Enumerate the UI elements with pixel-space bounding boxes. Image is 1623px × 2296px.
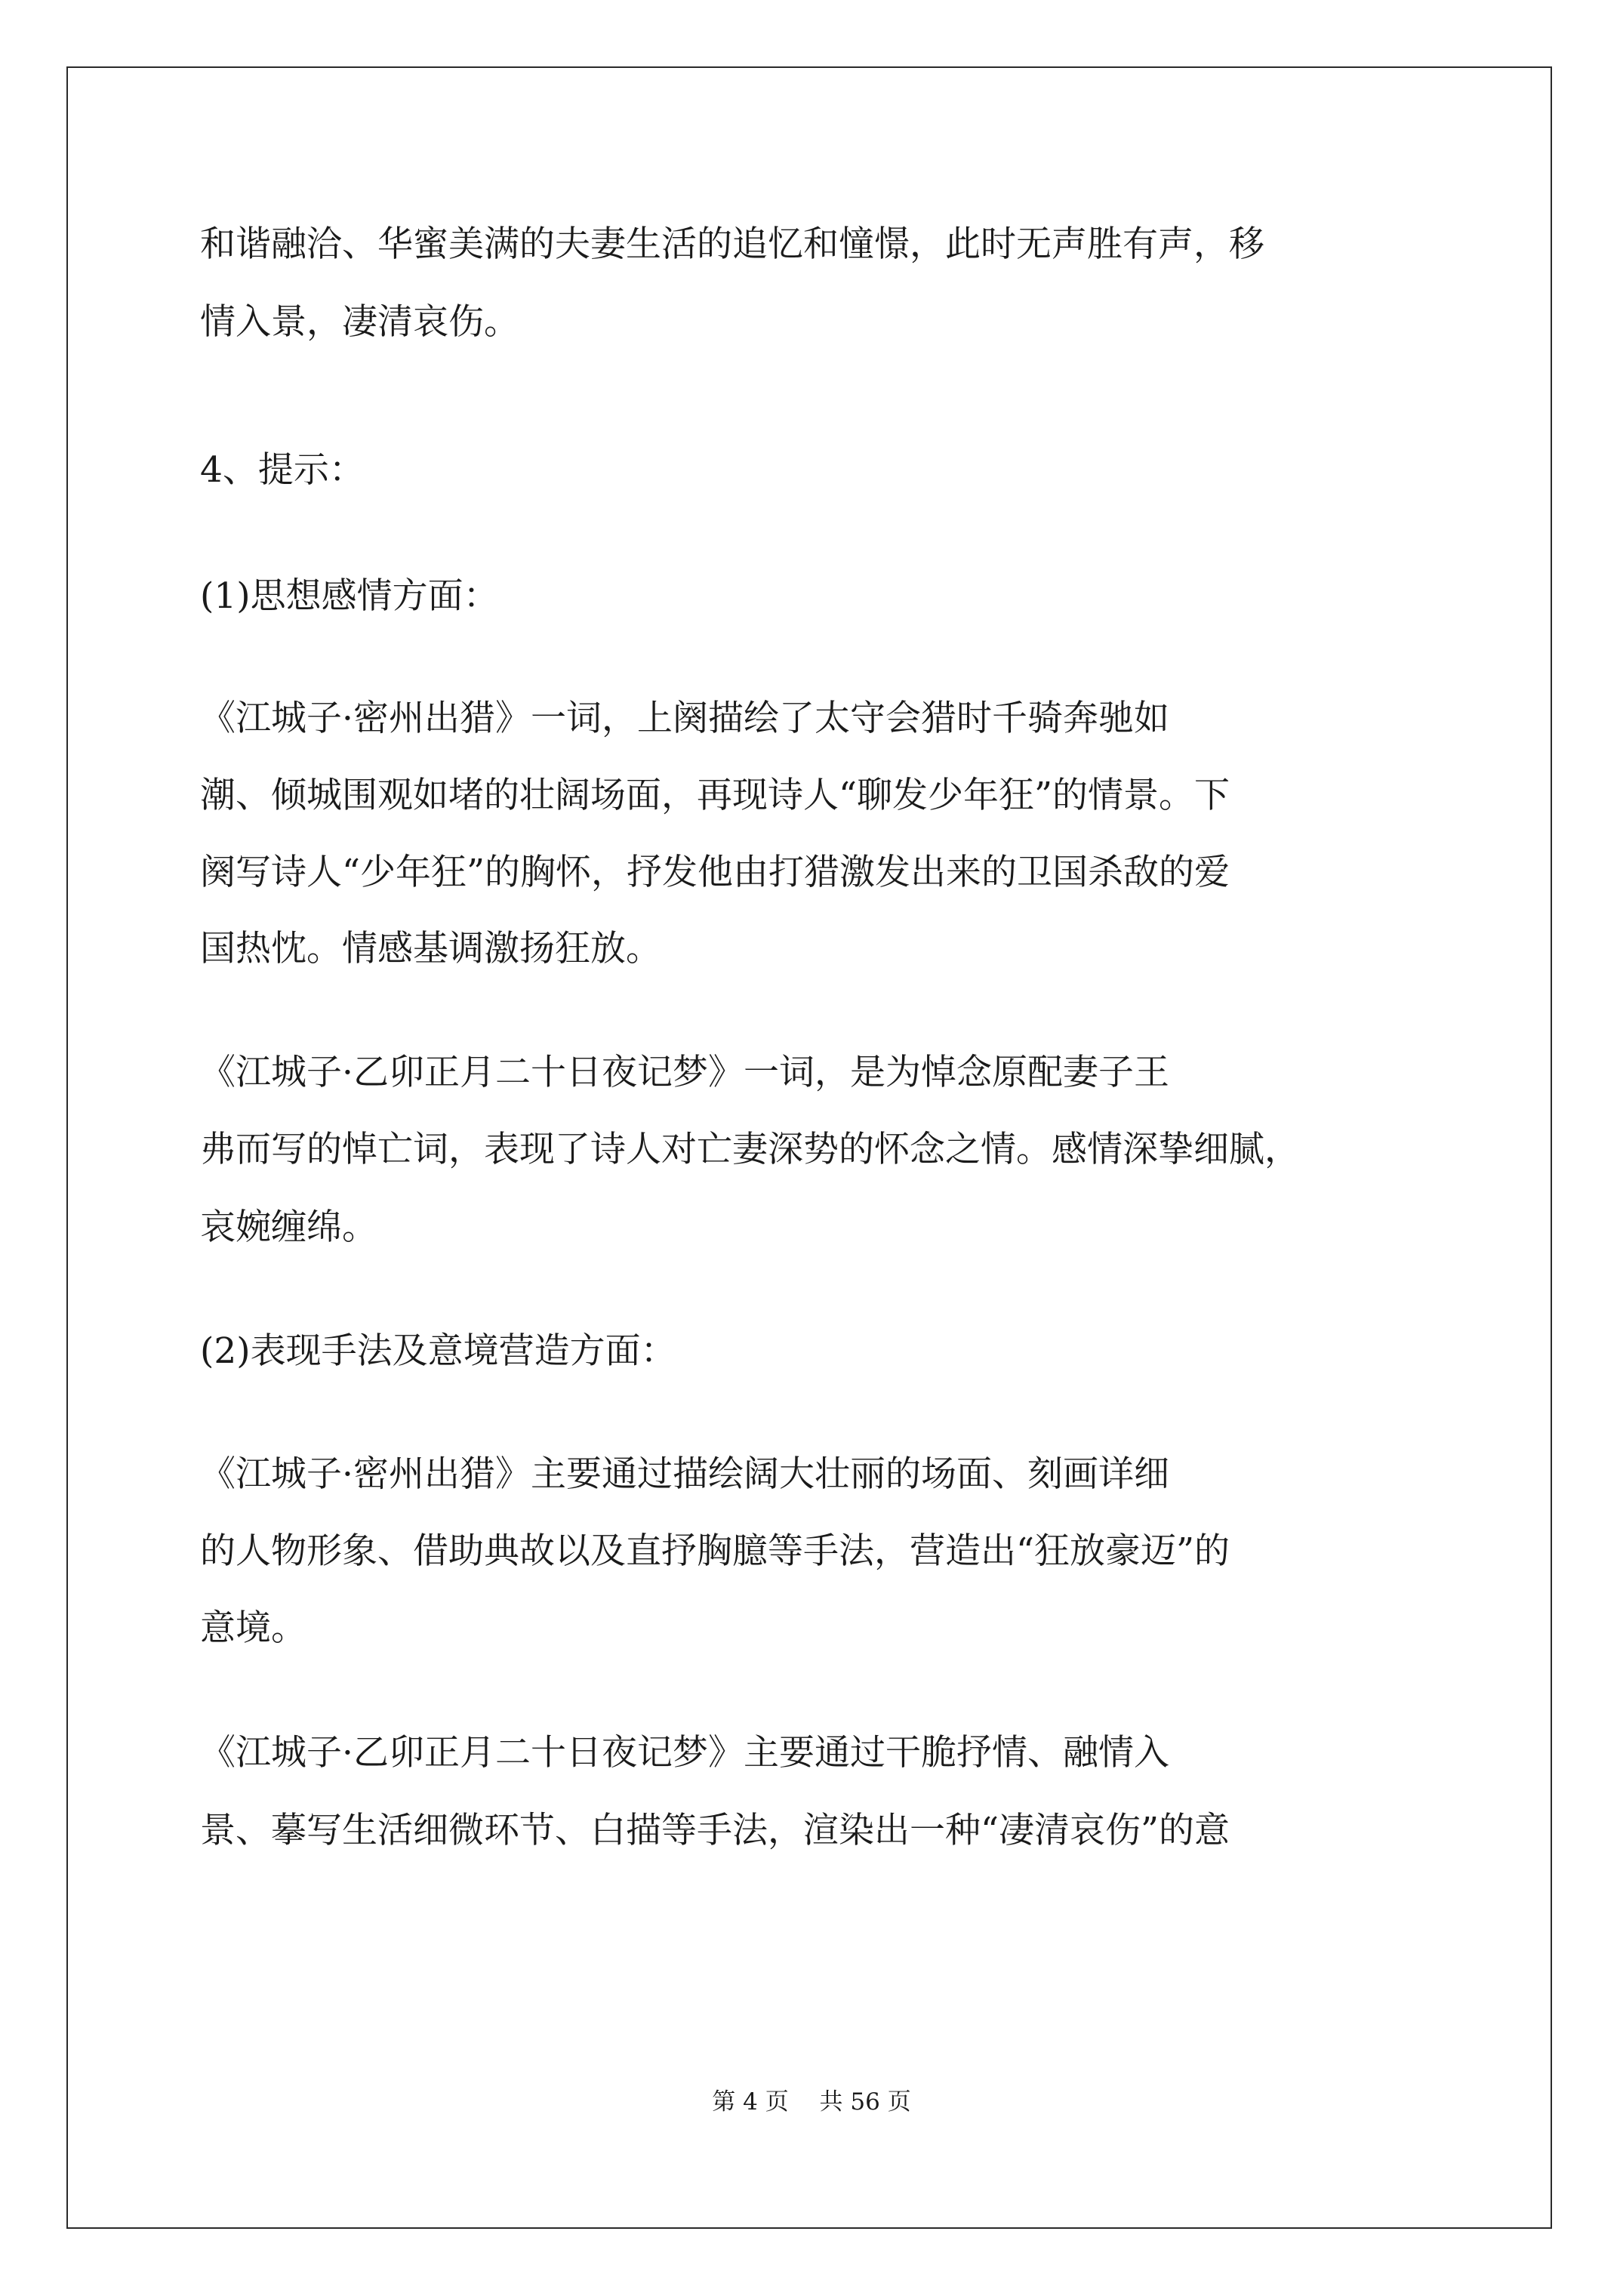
text-line-17: 景、摹写生活细微环节、白描等手法，渲染出一种“凄清哀伤”的意 [200,1810,1230,1851]
text-line-15: 意境。 [200,1607,306,1649]
text-line-13: 《江城子·密州出猎》主要通过描绘阔大壮丽的场面、刻画详细 [200,1453,1169,1495]
text-line-5: 《江城子·密州出猎》一词，上阕描绘了太守会猎时千骑奔驰如 [200,698,1169,739]
text-line-2: 情入景，凄清哀伤。 [200,301,519,343]
text-line-1: 和谐融洽、华蜜美满的夫妻生活的追忆和憧憬，此时无声胜有声，移 [200,223,1264,265]
text-line-8: 国热忱。情感基调激扬狂放。 [200,928,661,969]
text-line-14: 的人物形象、借助典故以及直抒胸臆等手法，营造出“狂放豪迈”的 [200,1530,1230,1572]
subheading-techniques: (2)表现手法及意境营造方面： [200,1330,676,1372]
page-footer: 第 4 页 共 56 页 [712,2088,911,2116]
text-line-6: 潮、倾城围观如堵的壮阔场面，再现诗人“聊发少年狂”的情景。下 [200,775,1230,816]
text-line-11: 哀婉缠绵。 [200,1207,377,1248]
subheading-thoughts: (1)思想感情方面： [200,575,499,617]
text-line-7: 阕写诗人“少年狂”的胸怀，抒发他由打猎激发出来的卫国杀敌的爱 [200,852,1230,893]
section-heading-4: 4、提示： [200,449,365,491]
text-line-10: 弗而写的悼亡词，表现了诗人对亡妻深势的怀念之情。感情深挚细腻， [200,1129,1300,1170]
text-line-16: 《江城子·乙卯正月二十日夜记梦》主要通过干脆抒情、融情入 [200,1732,1169,1774]
text-line-9: 《江城子·乙卯正月二十日夜记梦》一词，是为悼念原配妻子王 [200,1052,1169,1093]
